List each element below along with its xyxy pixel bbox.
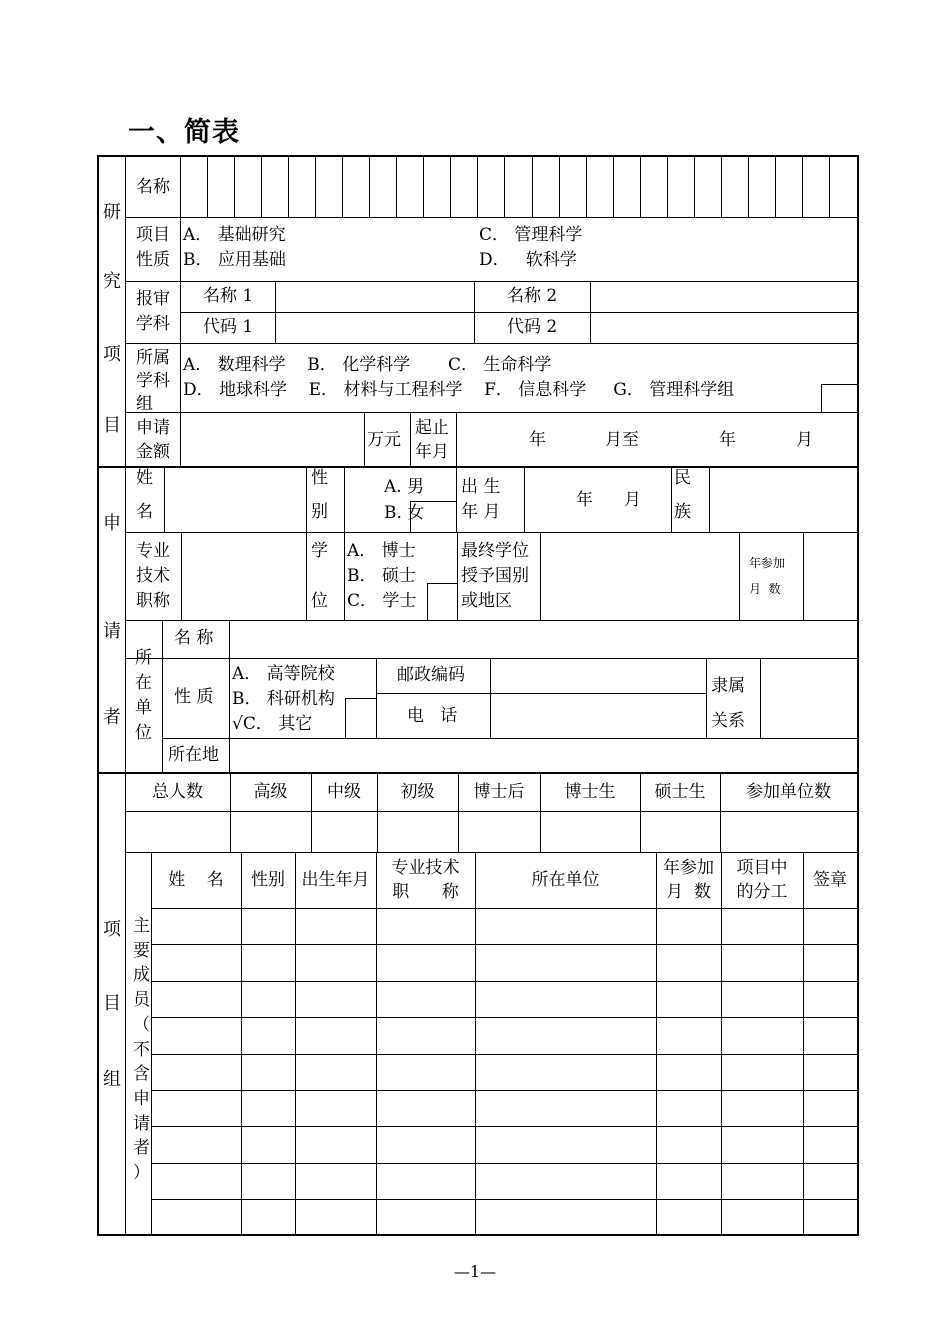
team-summary-header: 中级: [327, 782, 361, 802]
degree-option-bachelor: C． 学士: [347, 591, 417, 611]
member-table-header: 姓 名: [168, 870, 224, 890]
research-project-side-label: 研: [103, 202, 121, 223]
project-name-char-box[interactable]: [505, 158, 531, 216]
member-table-cell[interactable]: [296, 945, 376, 981]
member-table-cell[interactable]: [296, 1164, 376, 1199]
gender-option-female: B. 女: [384, 503, 425, 523]
member-table-cell[interactable]: [722, 1018, 803, 1054]
period-end-month: 月: [796, 430, 813, 450]
phone-label: 电 话: [407, 706, 458, 726]
member-table-cell[interactable]: [657, 1055, 721, 1090]
project-name-char-box[interactable]: [262, 158, 288, 216]
member-table-cell[interactable]: [804, 1164, 857, 1199]
phone-field[interactable]: [491, 694, 705, 737]
unit-nature-option-a: A． 高等院校: [232, 664, 335, 684]
project-name-char-box[interactable]: [614, 158, 640, 216]
grid-line: [364, 412, 365, 466]
member-table-header: 所在单位: [531, 870, 600, 890]
member-table-cell[interactable]: [152, 982, 241, 1017]
project-name-char-box[interactable]: [776, 158, 802, 216]
member-table-cell[interactable]: [377, 1127, 475, 1163]
project-name-char-box[interactable]: [235, 158, 261, 216]
funding-label: 申请 金额: [136, 418, 170, 462]
project-nature-label: 项目 性质: [136, 225, 170, 270]
grid-line: [229, 658, 230, 738]
unit-nature-label: 性 质: [174, 687, 214, 707]
page-number: —1—: [453, 1262, 497, 1281]
project-name-char-box[interactable]: [560, 158, 586, 216]
project-team-section: [97, 772, 859, 1236]
member-table-cell[interactable]: [152, 1018, 241, 1054]
project-name-char-box[interactable]: [181, 158, 207, 216]
grid-line: [125, 852, 857, 853]
degree-option-phd: A． 博士: [347, 541, 416, 561]
nature-option-b: B． 应用基础: [183, 250, 286, 270]
member-table-cell[interactable]: [722, 909, 803, 944]
member-table-cell[interactable]: [722, 1164, 803, 1199]
member-table-cell[interactable]: [377, 909, 475, 944]
degree-country-label: 最终学位 授予国别 或地区: [461, 541, 529, 611]
applicant-section: [97, 466, 859, 774]
member-table-cell[interactable]: [152, 1055, 241, 1090]
applicant-side-label: 请: [103, 621, 121, 642]
discipline-name1-field[interactable]: [276, 282, 473, 311]
grid-line: [180, 217, 181, 281]
team-summary-header: 博士后: [473, 782, 525, 802]
member-table-cell[interactable]: [722, 982, 803, 1017]
grid-line: [739, 532, 740, 620]
member-table-cell[interactable]: [657, 1200, 721, 1234]
applicant-side-label: 申: [103, 513, 121, 534]
member-table-cell[interactable]: [804, 1018, 857, 1054]
member-table-cell[interactable]: [296, 982, 376, 1017]
division-options-line1: A． 数理科学 B． 化学科学 C． 生命科学: [183, 355, 552, 375]
team-summary-field[interactable]: [541, 812, 640, 851]
discipline-code2-field[interactable]: [591, 313, 856, 342]
member-table-cell[interactable]: [804, 1091, 857, 1126]
project-name-char-box[interactable]: [695, 158, 721, 216]
member-table-header: 签章: [813, 870, 847, 890]
project-name-char-box[interactable]: [370, 158, 396, 216]
project-name-char-box[interactable]: [749, 158, 775, 216]
grid-line: [671, 468, 672, 532]
member-table-cell[interactable]: [476, 1055, 656, 1090]
grid-line: [474, 281, 475, 343]
postcode-label: 邮政编码: [397, 665, 465, 685]
ethnic-label: 民 族: [674, 468, 691, 522]
project-name-char-box[interactable]: [722, 158, 748, 216]
grid-line: [344, 532, 345, 620]
member-table-cell[interactable]: [476, 1164, 656, 1199]
project-name-char-box[interactable]: [451, 158, 477, 216]
project-name-char-box[interactable]: [424, 158, 450, 216]
grid-line: [162, 620, 163, 772]
checkbox-mark[interactable]: [821, 384, 857, 413]
affiliation-field[interactable]: [761, 659, 856, 737]
professional-title-label: 专业 技术 职称: [136, 541, 170, 611]
member-table-cell[interactable]: [476, 909, 656, 944]
project-name-char-box[interactable]: [641, 158, 667, 216]
member-table-cell[interactable]: [377, 945, 475, 981]
grid-line: [456, 412, 457, 466]
unit-nature-option-c: √C． 其它: [232, 714, 313, 734]
grid-line: [524, 468, 525, 532]
nature-option-c: C． 管理科学: [479, 225, 583, 245]
member-table-cell[interactable]: [296, 1018, 376, 1054]
subject-division-label: 所属 学科 组: [136, 348, 170, 414]
birth-year-unit: 年: [576, 490, 593, 510]
project-name-char-box[interactable]: [533, 158, 559, 216]
professional-title-field[interactable]: [182, 533, 305, 619]
member-table-cell[interactable]: [377, 1055, 475, 1090]
months-label: 年参加 月 数: [749, 556, 786, 596]
team-summary-header: 博士生: [564, 782, 616, 802]
months-field[interactable]: [804, 533, 856, 619]
postcode-field[interactable]: [491, 659, 705, 692]
project-name-char-box[interactable]: [208, 158, 234, 216]
grid-line: [410, 412, 411, 466]
applicant-name-label: 姓 名: [136, 468, 153, 522]
member-table-cell[interactable]: [722, 1091, 803, 1126]
research-project-side-label: 目: [103, 415, 121, 436]
member-table-cell[interactable]: [377, 1164, 475, 1199]
birth-month-unit: 月: [624, 490, 641, 510]
period-label: 起止 年月: [415, 418, 449, 462]
team-summary-field[interactable]: [721, 812, 857, 851]
unit-name-field[interactable]: [230, 621, 856, 657]
member-table-cell[interactable]: [476, 1200, 656, 1234]
checkbox-mark[interactable]: [345, 698, 377, 739]
research-project-section: [97, 155, 859, 468]
nature-option-d: D． 软科学: [479, 250, 577, 270]
team-summary-field[interactable]: [231, 812, 311, 851]
team-summary-header: 高级: [253, 782, 288, 802]
member-table-cell[interactable]: [657, 1164, 721, 1199]
member-table-cell[interactable]: [377, 982, 475, 1017]
page-title: 一、简表: [128, 117, 240, 148]
member-table-cell[interactable]: [242, 909, 295, 944]
member-table-cell[interactable]: [804, 1200, 857, 1234]
applicant-name-field[interactable]: [165, 469, 305, 531]
member-table-cell[interactable]: [152, 1091, 241, 1126]
research-project-side-label: 究: [103, 271, 121, 292]
member-table-cell[interactable]: [657, 1127, 721, 1163]
project-name-char-box[interactable]: [289, 158, 315, 216]
discipline-code2-label: 代码 2: [507, 317, 558, 337]
member-table-cell[interactable]: [152, 945, 241, 981]
degree-option-master: B． 硕士: [347, 566, 416, 586]
member-table-cell[interactable]: [722, 1127, 803, 1163]
project-team-side-label: 目: [103, 993, 121, 1014]
member-table-cell[interactable]: [242, 945, 295, 981]
period-start-year: 年: [529, 430, 546, 450]
affiliation-label: 隶属 关系: [711, 676, 745, 731]
grid-line: [125, 217, 857, 218]
discipline-name1-label: 名称 1: [203, 286, 254, 306]
period-start-month: 月至: [605, 430, 639, 450]
unit-name-label: 名 称: [174, 628, 214, 648]
member-table-cell[interactable]: [657, 945, 721, 981]
project-name-char-box[interactable]: [668, 158, 694, 216]
member-table-cell[interactable]: [152, 1200, 241, 1234]
member-table-cell[interactable]: [296, 909, 376, 944]
team-summary-header: 参加单位数: [746, 782, 831, 802]
member-table-cell[interactable]: [377, 1018, 475, 1054]
team-summary-field[interactable]: [312, 812, 377, 851]
member-table-cell[interactable]: [804, 945, 857, 981]
member-table-cell[interactable]: [476, 1091, 656, 1126]
grid-line: [306, 468, 307, 532]
grid-line: [125, 343, 857, 344]
location-field[interactable]: [230, 739, 856, 771]
project-team-side-label: 项: [103, 919, 121, 940]
members-side-label: 主 要 成 员 （ 不 含 申 请 者 ）: [133, 916, 150, 1184]
member-table-header: 专业技术 职 称: [391, 858, 460, 902]
grid-line: [344, 468, 345, 532]
gender-option-male: A. 男: [384, 477, 425, 497]
degree-label: 学 位: [311, 541, 328, 611]
member-table-header: 年参加 月 数: [663, 858, 714, 902]
discipline-label: 报审 学科: [136, 289, 170, 334]
member-table-cell[interactable]: [242, 1200, 295, 1234]
discipline-code1-field[interactable]: [276, 313, 473, 342]
grid-line: [180, 343, 181, 412]
member-table-cell[interactable]: [657, 909, 721, 944]
project-name-char-box[interactable]: [587, 158, 613, 216]
grid-line: [376, 658, 377, 738]
funding-unit: 万元: [367, 430, 401, 450]
member-table-cell[interactable]: [152, 909, 241, 944]
birth-label: 出 生 年 月: [461, 477, 501, 522]
project-name-char-box[interactable]: [316, 158, 342, 216]
checkbox-mark[interactable]: [410, 501, 457, 533]
member-table-header: 出生年月: [301, 870, 370, 890]
member-table-cell[interactable]: [296, 1200, 376, 1234]
grid-line: [125, 157, 126, 466]
team-summary-field[interactable]: [126, 812, 230, 851]
ethnic-field[interactable]: [710, 469, 856, 531]
member-table-cell[interactable]: [722, 1055, 803, 1090]
location-label: 所在地: [168, 745, 219, 765]
member-table-cell[interactable]: [152, 1127, 241, 1163]
checkbox-mark[interactable]: [427, 583, 458, 621]
gender-label: 性 别: [311, 468, 328, 522]
member-table-cell[interactable]: [242, 1127, 295, 1163]
member-table-cell[interactable]: [152, 1164, 241, 1199]
grid-line: [306, 532, 307, 620]
member-table-cell[interactable]: [377, 1091, 475, 1126]
grid-line: [180, 281, 181, 343]
member-table-cell[interactable]: [476, 982, 656, 1017]
member-table-cell[interactable]: [242, 982, 295, 1017]
discipline-name2-label: 名称 2: [507, 286, 558, 306]
project-name-label: 名称: [136, 177, 170, 197]
member-table-cell[interactable]: [242, 1055, 295, 1090]
member-table-cell[interactable]: [657, 982, 721, 1017]
member-table-header: 项目中 的分工: [736, 858, 788, 902]
team-summary-header: 初级: [400, 782, 435, 802]
member-table-cell[interactable]: [722, 1200, 803, 1234]
team-summary-header: 硕士生: [654, 782, 706, 802]
discipline-code1-label: 代码 1: [203, 317, 254, 337]
nature-option-a: A． 基础研究: [183, 225, 286, 245]
member-table-cell[interactable]: [296, 1127, 376, 1163]
member-table-cell[interactable]: [476, 1127, 656, 1163]
member-table-cell[interactable]: [722, 945, 803, 981]
member-table-cell[interactable]: [804, 909, 857, 944]
member-table-cell[interactable]: [657, 1018, 721, 1054]
member-table-cell[interactable]: [296, 1091, 376, 1126]
member-table-cell[interactable]: [242, 1018, 295, 1054]
member-table-cell[interactable]: [377, 1200, 475, 1234]
team-summary-field[interactable]: [459, 812, 540, 851]
unit-label: 所 在 单 位: [135, 648, 152, 743]
member-table-cell[interactable]: [242, 1164, 295, 1199]
team-summary-field[interactable]: [378, 812, 458, 851]
project-name-char-box[interactable]: [803, 158, 829, 216]
project-name-char-box[interactable]: [343, 158, 369, 216]
member-table-cell[interactable]: [804, 1127, 857, 1163]
project-name-char-box[interactable]: [830, 158, 856, 216]
degree-country-field[interactable]: [541, 533, 738, 619]
funding-amount-field[interactable]: [181, 413, 363, 465]
applicant-side-label: 者: [103, 707, 121, 728]
project-name-char-box[interactable]: [397, 158, 423, 216]
division-options-line2: D． 地球科学 E． 材料与工程科学 F． 信息科学 G． 管理科学组: [183, 380, 735, 400]
team-summary-field[interactable]: [641, 812, 720, 851]
team-summary-header: 总人数: [152, 782, 203, 802]
member-table-cell[interactable]: [657, 1091, 721, 1126]
project-name-char-box[interactable]: [478, 158, 504, 216]
member-table-cell[interactable]: [242, 1091, 295, 1126]
member-table-cell[interactable]: [296, 1055, 376, 1090]
grid-line: [706, 658, 707, 738]
member-table-header: 性别: [251, 870, 285, 890]
member-table-cell[interactable]: [476, 945, 656, 981]
period-end-year: 年: [719, 430, 736, 450]
discipline-name2-field[interactable]: [591, 282, 856, 311]
member-table-cell[interactable]: [476, 1018, 656, 1054]
research-project-side-label: 项: [103, 344, 121, 365]
member-table-cell[interactable]: [804, 1055, 857, 1090]
unit-nature-option-b: B． 科研机构: [232, 689, 335, 709]
member-table-cell[interactable]: [804, 982, 857, 1017]
project-team-side-label: 组: [103, 1069, 121, 1090]
